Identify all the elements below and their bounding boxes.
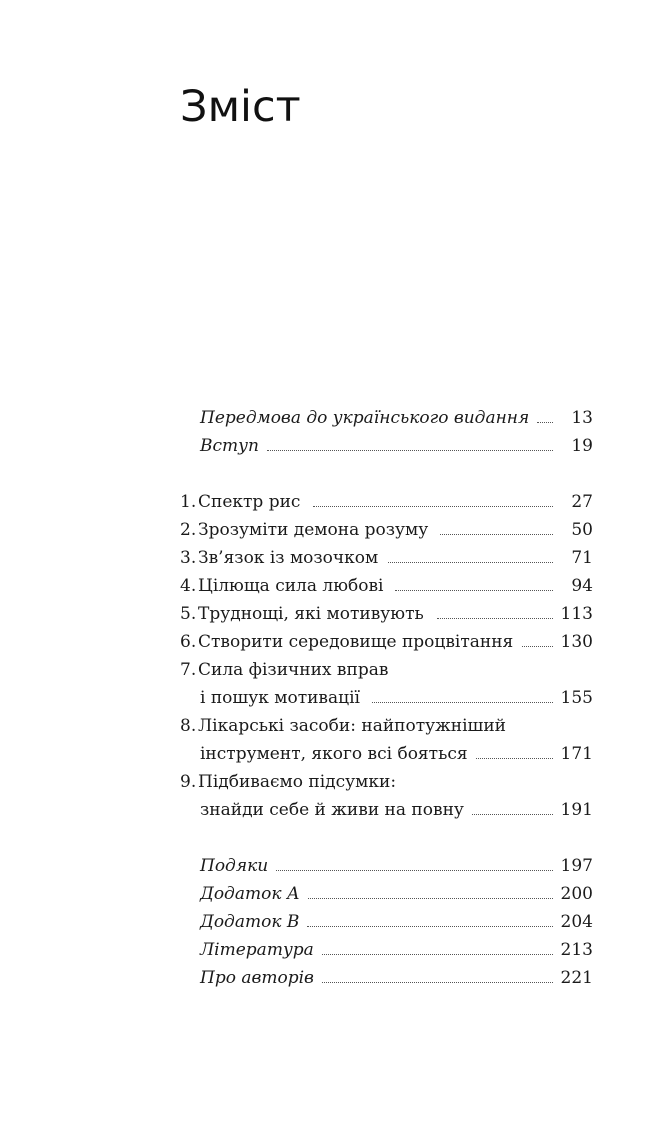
chapter-number: 1. — [180, 492, 197, 512]
toc-entry-chapter-9[interactable] — [0, 768, 645, 796]
toc-entry-label: Вступ — [200, 436, 259, 456]
chapter-number: 4. — [180, 576, 197, 596]
toc-entry-chapter-5[interactable] — [0, 600, 645, 628]
toc-entry-label: Додаток В — [200, 912, 300, 932]
dot-leader — [437, 618, 553, 619]
toc-entry-label: Зрозуміти демона розуму — [198, 520, 429, 540]
toc-entry-label: Додаток А — [200, 884, 300, 904]
toc-entry-page: 221 — [560, 968, 593, 988]
toc-entry-label: знайди себе й живи на повну — [200, 800, 464, 820]
toc-entry-chapter-2[interactable] — [0, 516, 645, 544]
toc-entry-label: і пошук мотивації — [200, 688, 360, 708]
dot-leader — [522, 646, 553, 647]
chapter-number: 5. — [180, 604, 197, 624]
dot-leader — [388, 562, 553, 563]
chapter-number: 8. — [180, 716, 197, 736]
toc-entry-label: Підбиваємо підсумки: — [198, 772, 397, 792]
toc-entry-chapter-7[interactable] — [0, 656, 645, 684]
toc-entry-page: 13 — [571, 408, 593, 428]
toc-entry-references[interactable] — [0, 936, 645, 964]
toc-entry-label: Зв’язок із мозочком — [198, 548, 379, 568]
toc-entry-chapter-6[interactable] — [0, 628, 645, 656]
toc-entry-label: Труднощі, які мотивують — [198, 604, 424, 624]
toc-entry-introduction[interactable] — [0, 432, 645, 460]
toc-entry-page: 155 — [560, 688, 593, 708]
toc-entry-chapter-8[interactable] — [0, 712, 645, 740]
chapter-number: 6. — [180, 632, 197, 652]
toc-entry-page: 19 — [571, 436, 593, 456]
toc-entry-label: Сила фізичних вправ — [198, 660, 389, 680]
dot-leader — [307, 926, 553, 927]
toc-entry-chapter-7-continued[interactable] — [0, 684, 645, 712]
toc-entry-page: 71 — [571, 548, 593, 568]
toc-entry-page: 171 — [560, 744, 593, 764]
toc-entry-page: 213 — [560, 940, 593, 960]
toc-entry-label: Спектр рис — [198, 492, 301, 512]
toc-entry-about-authors[interactable] — [0, 964, 645, 992]
toc-entry-label: Створити середовище процвітання — [198, 632, 514, 652]
toc-entry-label: Передмова до українського видання — [200, 408, 530, 428]
toc-entry-appendix-a[interactable] — [0, 880, 645, 908]
toc-entry-page: 197 — [560, 856, 593, 876]
dot-leader — [267, 450, 553, 451]
dot-leader — [322, 982, 553, 983]
toc-entry-label: інструмент, якого всі бояться — [200, 744, 468, 764]
dot-leader — [440, 534, 553, 535]
dot-leader — [372, 702, 553, 703]
toc-entry-label: Подяки — [200, 856, 269, 876]
dot-leader — [395, 590, 553, 591]
chapter-number: 3. — [180, 548, 197, 568]
toc-entry-page: 94 — [571, 576, 593, 596]
toc-entry-page: 130 — [560, 632, 593, 652]
dot-leader — [276, 870, 553, 871]
dot-leader — [308, 898, 553, 899]
toc-entry-page: 113 — [560, 604, 593, 624]
toc-entry-chapter-9-continued[interactable] — [0, 796, 645, 824]
dot-leader — [322, 954, 553, 955]
toc-entry-label: Цілюща сила любові — [198, 576, 384, 596]
toc-entry-label: Література — [200, 940, 314, 960]
toc-entry-page: 191 — [560, 800, 593, 820]
toc-entry-chapter-4[interactable] — [0, 572, 645, 600]
toc-entry-appendix-b[interactable] — [0, 908, 645, 936]
chapter-number: 2. — [180, 520, 197, 540]
dot-leader — [476, 758, 553, 759]
dot-leader — [537, 422, 553, 423]
toc-entry-preface[interactable] — [0, 404, 645, 432]
dot-leader — [472, 814, 553, 815]
toc-entry-page: 50 — [571, 520, 593, 540]
toc-entry-page: 27 — [571, 492, 593, 512]
toc-entry-page: 200 — [560, 884, 593, 904]
toc-entry-label: Про авторів — [200, 968, 314, 988]
toc-entry-page: 204 — [560, 912, 593, 932]
toc-entry-chapter-3[interactable] — [0, 544, 645, 572]
page-title: Зміст — [180, 82, 301, 132]
chapter-number: 7. — [180, 660, 197, 680]
toc-entry-acknowledgements[interactable] — [0, 852, 645, 880]
toc-entry-chapter-1[interactable] — [0, 488, 645, 516]
toc-entry-chapter-8-continued[interactable] — [0, 740, 645, 768]
chapter-number: 9. — [180, 772, 197, 792]
toc-entry-label: Лікарські засоби: найпотужніший — [198, 716, 507, 736]
dot-leader — [313, 506, 553, 507]
